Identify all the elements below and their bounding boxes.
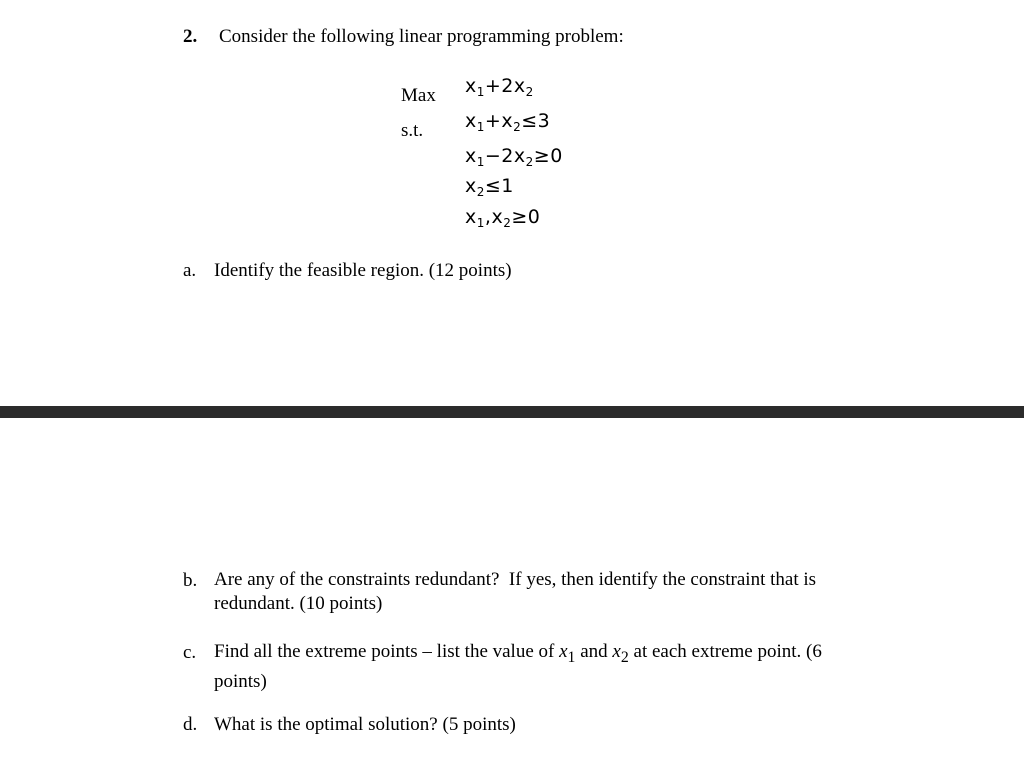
st-label: s.t. bbox=[401, 120, 424, 141]
part-d-text: What is the optimal solution? (5 points) bbox=[214, 714, 516, 735]
part-c-letter: c. bbox=[183, 642, 197, 663]
constraint-3: $x_2\le 1$ bbox=[465, 175, 514, 199]
question-intro: Consider the following linear programming problem: bbox=[219, 26, 624, 47]
part-b-line-2: redundant. (10 points) bbox=[214, 593, 383, 614]
max-label: Max bbox=[401, 85, 436, 106]
part-a-text: Identify the feasible region. (12 points) bbox=[214, 260, 512, 281]
part-c-line-1: Find all the extreme points – list the value of $x_1$ and $x_2$ at each extreme point. (6 bbox=[214, 641, 822, 666]
part-c-text bbox=[214, 640, 822, 694]
part-c-line-2: points) bbox=[214, 670, 267, 692]
part-b-letter: b. bbox=[183, 570, 198, 591]
constraint-2: $x_1-2x_2\ge 0$ bbox=[465, 145, 563, 169]
question-number: 2. bbox=[183, 26, 198, 47]
objective-function: $x_1+2x_2$ bbox=[465, 75, 534, 99]
part-d-letter: d. bbox=[183, 714, 198, 735]
constraint-1: $x_1+x_2\le 3$ bbox=[465, 110, 551, 134]
part-b-text bbox=[214, 568, 816, 616]
constraint-4: $x_1,x_2\ge 0$ bbox=[465, 206, 541, 230]
page-divider bbox=[0, 406, 1024, 418]
part-b-line-1: Are any of the constraints redundant? If yes, then identify the constraint that is bbox=[214, 569, 817, 590]
part-a-letter: a. bbox=[183, 260, 197, 281]
